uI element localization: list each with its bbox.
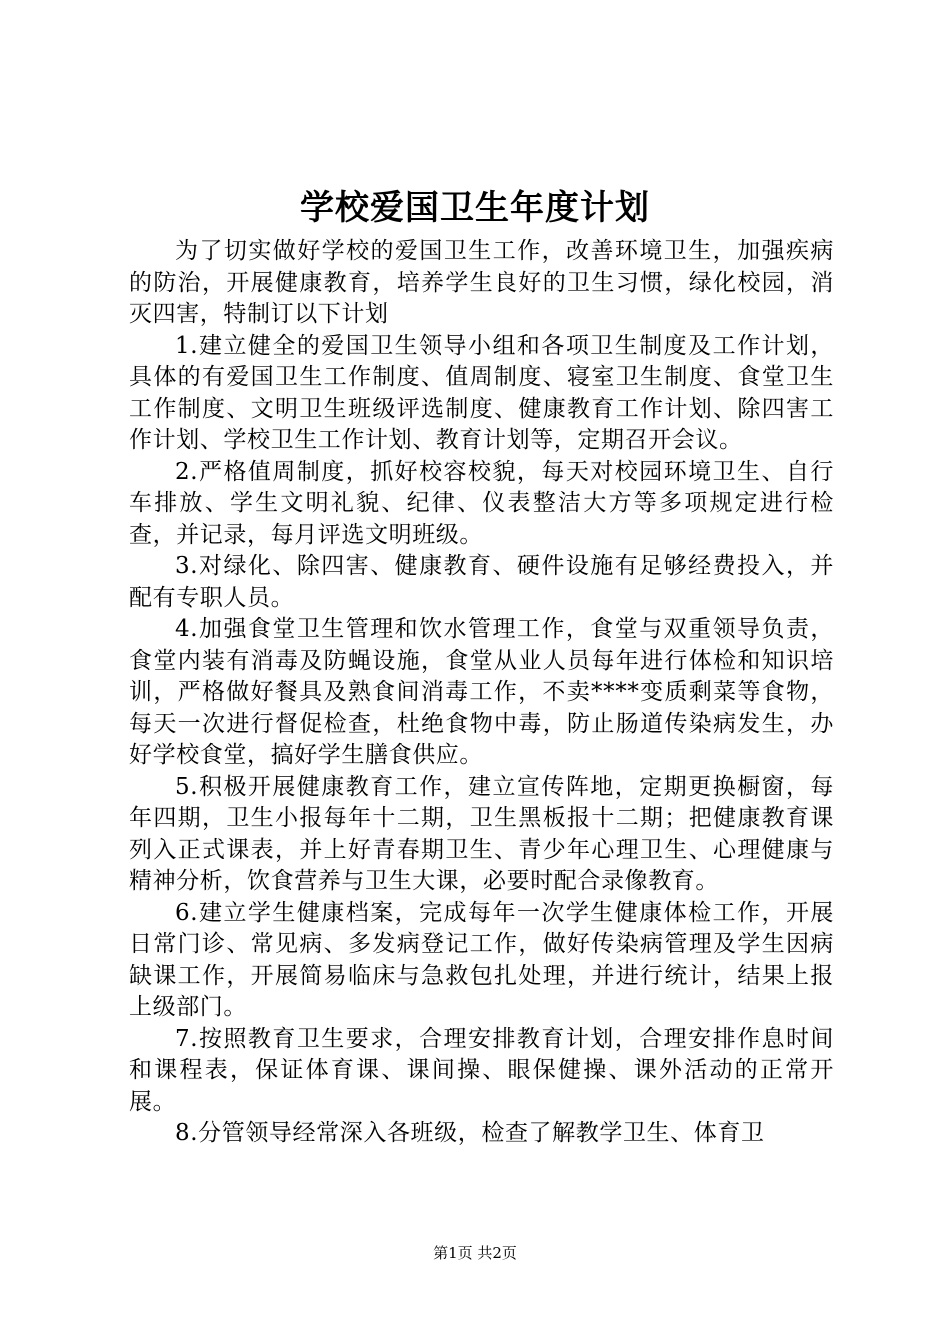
paragraph-intro: 为了切实做好学校的爱国卫生工作，改善环境卫生，加强疾病的防治，开展健康教育，培养学生良好的卫生习惯，绿化校园，消灭四害，特制订以下计划: [129, 238, 834, 327]
paragraph-item-1: 1.建立健全的爱国卫生领导小组和各项卫生制度及工作计划，具体的有爱国卫生工作制度、值周制度、寝室卫生制度、食堂卫生工作制度、文明卫生班级评选制度、健康教育工作计划、除四害工作计划、学校卫生工作计划、教育计划等，定期召开会议。: [129, 332, 834, 453]
paragraph-item-6: 6.建立学生健康档案，完成每年一次学生健康体检工作，开展日常门诊、常见病、多发病登记工作，做好传染病管理及学生因病缺课工作，开展简易临床与急救包扎处理，并进行统计，结果上报上级部门。: [129, 899, 834, 1020]
paragraph-item-4: 4.加强食堂卫生管理和饮水管理工作，食堂与双重领导负责，食堂内装有消毒及防蝇设施，食堂从业人员每年进行体检和知识培训，严格做好餐具及熟食间消毒工作，不卖****变质剩菜等食物，每天一次进行督促检查，杜绝食物中毒，防止肠道传染病发生，办好学校食堂，搞好学生膳食供应。: [129, 616, 834, 768]
document-body: [129, 236, 834, 1150]
paragraph-item-3: 3.对绿化、除四害、健康教育、硬件设施有足够经费投入，并配有专职人员。: [129, 553, 834, 611]
paragraph-item-7: 7.按照教育卫生要求，合理安排教育计划，合理安排作息时间和课程表，保证体育课、课间操、眼保健操、课外活动的正常开展。: [129, 1025, 834, 1115]
document-title: 学校爱国卫生年度计划: [300, 188, 650, 228]
paragraph-item-5: 5.积极开展健康教育工作，建立宣传阵地，定期更换橱窗，每年四期，卫生小报每年十二期，卫生黑板报十二期；把健康教育课列入正式课表，并上好青春期卫生、青少年心理卫生、心理健康与精神分析，饮食营养与卫生大课，必要时配合录像教育。: [129, 773, 834, 894]
page-footer: [0, 1242, 950, 1264]
paragraph-item-2: 2.严格值周制度，抓好校容校貌，每天对校园环境卫生、自行车排放、学生文明礼貌、纪律、仪表整洁大方等多项规定进行检查，并记录，每月评选文明班级。: [129, 458, 834, 548]
paragraph-item-8: 8.分管领导经常深入各班级，检查了解教学卫生、体育卫: [175, 1120, 765, 1146]
page-indicator: 第1页 共2页: [433, 1244, 517, 1262]
